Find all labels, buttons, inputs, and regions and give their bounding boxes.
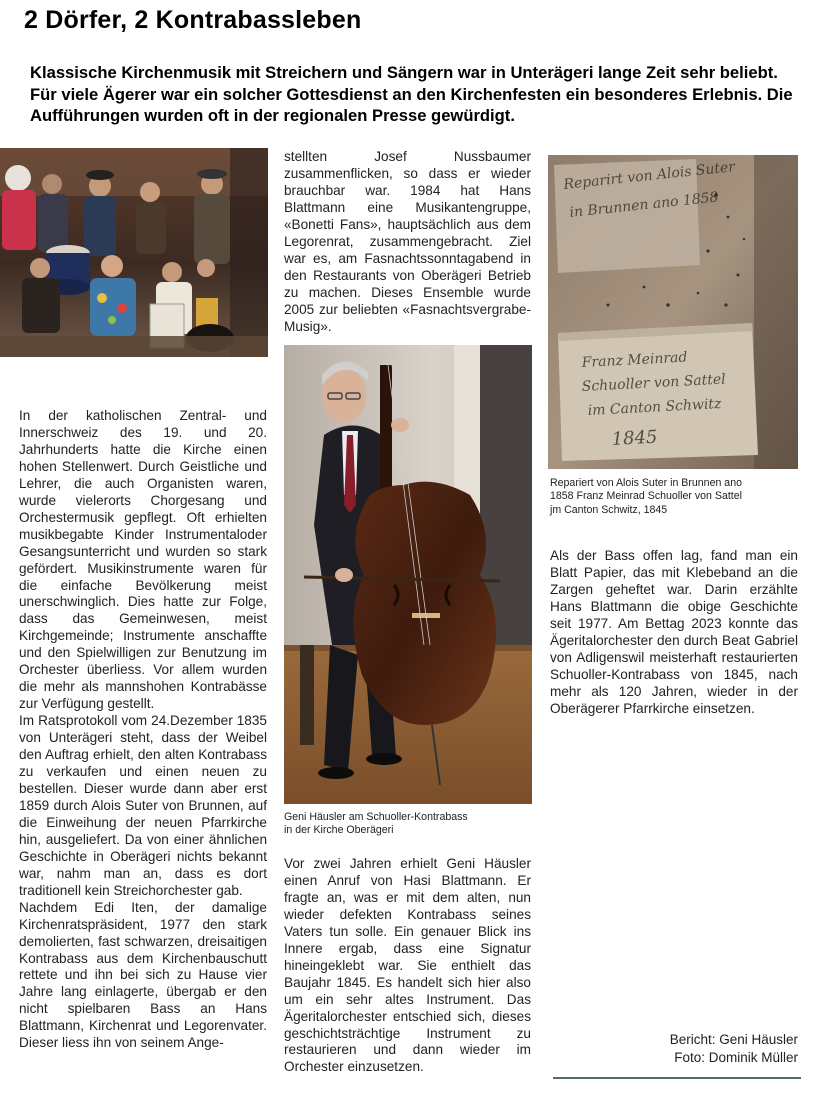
paragraph: Im Ratsprotokoll vom 24.Dezember 1835 von Unterägeri steht, dass der Weibel den Auftrag erhielt, den alten Kontrabass zu verkaufen und einen neuen zu bestellen. Dieser wurde dann aber erst 1859 durch Alois Suter von Brunnen, auf die Einweihung der neuen Pfarrkirche hin, ausgeliefert. Da von einer ähnlichen Geschichte in Oberägeri nichts bekannt war, nahm man an, dass es dort traditionell kein Streichorchester gab. — [19, 713, 267, 898]
column-2-bottom-text — [284, 856, 531, 1076]
repair-label-image — [548, 155, 798, 469]
handwriting-line: in Brunnen ano 1858 — [568, 189, 720, 221]
paragraph: Als der Bass offen lag, fand man ein Blatt Papier, das mit Klebeband an die Zargen geheftet war. Darin erzählte Hans Blattmann die obige Geschichte seit 1977. Am Bettag 2023 konnte das Ägeritalorchester den durch Beat Gabriel von Adligenswil meisterhaft restaurierten Schuoller-Kontrabass von 1845, nach mehr als 120 Jahren, wieder in der Oberägerer Pfarrkirche einsetzen. — [550, 548, 798, 716]
column-3-text — [550, 548, 798, 718]
handwriting-line: Franz Meinrad — [581, 349, 688, 371]
handwriting-line: Reparirt von Alois Suter — [562, 159, 736, 193]
report-credit: Bericht: Geni Häusler — [669, 1032, 798, 1047]
handwriting-line: im Canton Schwitz — [587, 396, 722, 419]
column-2-top-text — [284, 149, 531, 335]
photo-carnival-band — [0, 148, 268, 357]
bass-player-image — [284, 345, 532, 804]
photo-bass-player — [284, 345, 532, 804]
repair-label-caption — [550, 477, 800, 517]
caption-line: Repariert von Alois Suter in Brunnen ano — [550, 477, 742, 489]
caption-line: Geni Häusler am Schuoller-Kontrabass — [284, 811, 468, 823]
footer-rule — [553, 1077, 801, 1079]
handwriting-line: 1845 — [611, 426, 659, 450]
column-1-text — [19, 408, 267, 1052]
caption-line: in der Kirche Oberägeri — [284, 824, 394, 837]
bass-player-caption — [284, 811, 531, 838]
credits — [600, 1031, 798, 1067]
handwriting-line: Schuoller von Sattel — [581, 371, 727, 395]
article-lead: Klassische Kirchenmusik mit Streichern und Sängern war in Unterägeri lange Zeit sehr beliebt. Für viele Ägerer war ein solcher Gottesdienst an den Kirchenfesten ein besonderes Erlebnis. Die Aufführungen wurden oft in der regionalen Presse gewürdigt. — [30, 63, 793, 125]
paragraph: Vor zwei Jahren erhielt Geni Häusler einen Anruf von Hasi Blattmann. Er fragte an, was er mit dem alten, nun wieder defekten Kontrabass seines Vaters tun solle. Ein genauer Blick ins Innere ergab, dass eine Signatur hineingeklebt war. Sie enthielt das Baujahr 1845. Es handelt sich hier also um ein sehr altes Instrument. Das Ägeritalorchester entschied sich, dieses geschichtsträchtige Instrument zu restaurieren und dann wieder im Orchester einzusetzen. — [284, 856, 531, 1075]
carnival-band-image — [0, 148, 268, 357]
paragraph: Nachdem Edi Iten, der damalige Kirchenratspräsident, 1977 den stark demolierten, fast schwarzen, dreisaitigen Kontrabass aus dem Kirchenbauschutt rettete und ihn bei sich zu Hause vier Jahre lang einlagerte, übergab er den nicht spielbaren Bass an Hans Blattmann, Kirchenrat und Legorenvater. Dieser liess ihn von seinem Ange- — [19, 899, 267, 1051]
photo-credit: Foto: Dominik Müller — [674, 1050, 798, 1065]
paragraph: In der katholischen Zentral- und Innerschweiz des 19. und 20. Jahrhunderts hatte die Kirche einen hohen Stellenwert. Durch Geistliche und Lehrer, die auch Organisten waren, wurde vielerorts Chorgesang und Orchestermusik gepflegt. Oft erhielten musikbegabte Kinder Instrumentaloder Gesangsunterricht und wurden so stark gefördert. Musikinstrumente waren für die einfache Bevölkerung meist unerschwinglich. Dies hatte zur Folge, dass das Gemeinwesen, meist Kirchgemeinde; Instrumente anschaffte und den Spielwilligen zur Benutzung im Orchester überliess. Vor allem wurden die mehr als mannshohen Kontrabässe zur Verfügung gestellt. — [19, 408, 267, 712]
photo-repair-label — [548, 155, 798, 469]
paragraph: stellten Josef Nussbaumer zusammenflicken, so dass er wieder brauchbar war. 1984 hat Hans Blattmann eine Musikantengruppe, «Bonetti Fans», hauptsächlich aus dem Legorenrat, zusammengebracht. Ziel war es, am Fasnachtssonntagabend in den Restaurants von Oberägeri Betrieb zu machen. Dieses Ensemble wurde 2005 zur beliebten «Fasnachtsvergrabe-Musig». — [284, 149, 531, 334]
article-title: 2 Dörfer, 2 Kontrabassleben — [24, 6, 362, 34]
caption-line: jm Canton Schwitz, 1845 — [550, 503, 668, 516]
caption-line: 1858 Franz Meinrad Schuoller von Sattel — [550, 490, 742, 503]
